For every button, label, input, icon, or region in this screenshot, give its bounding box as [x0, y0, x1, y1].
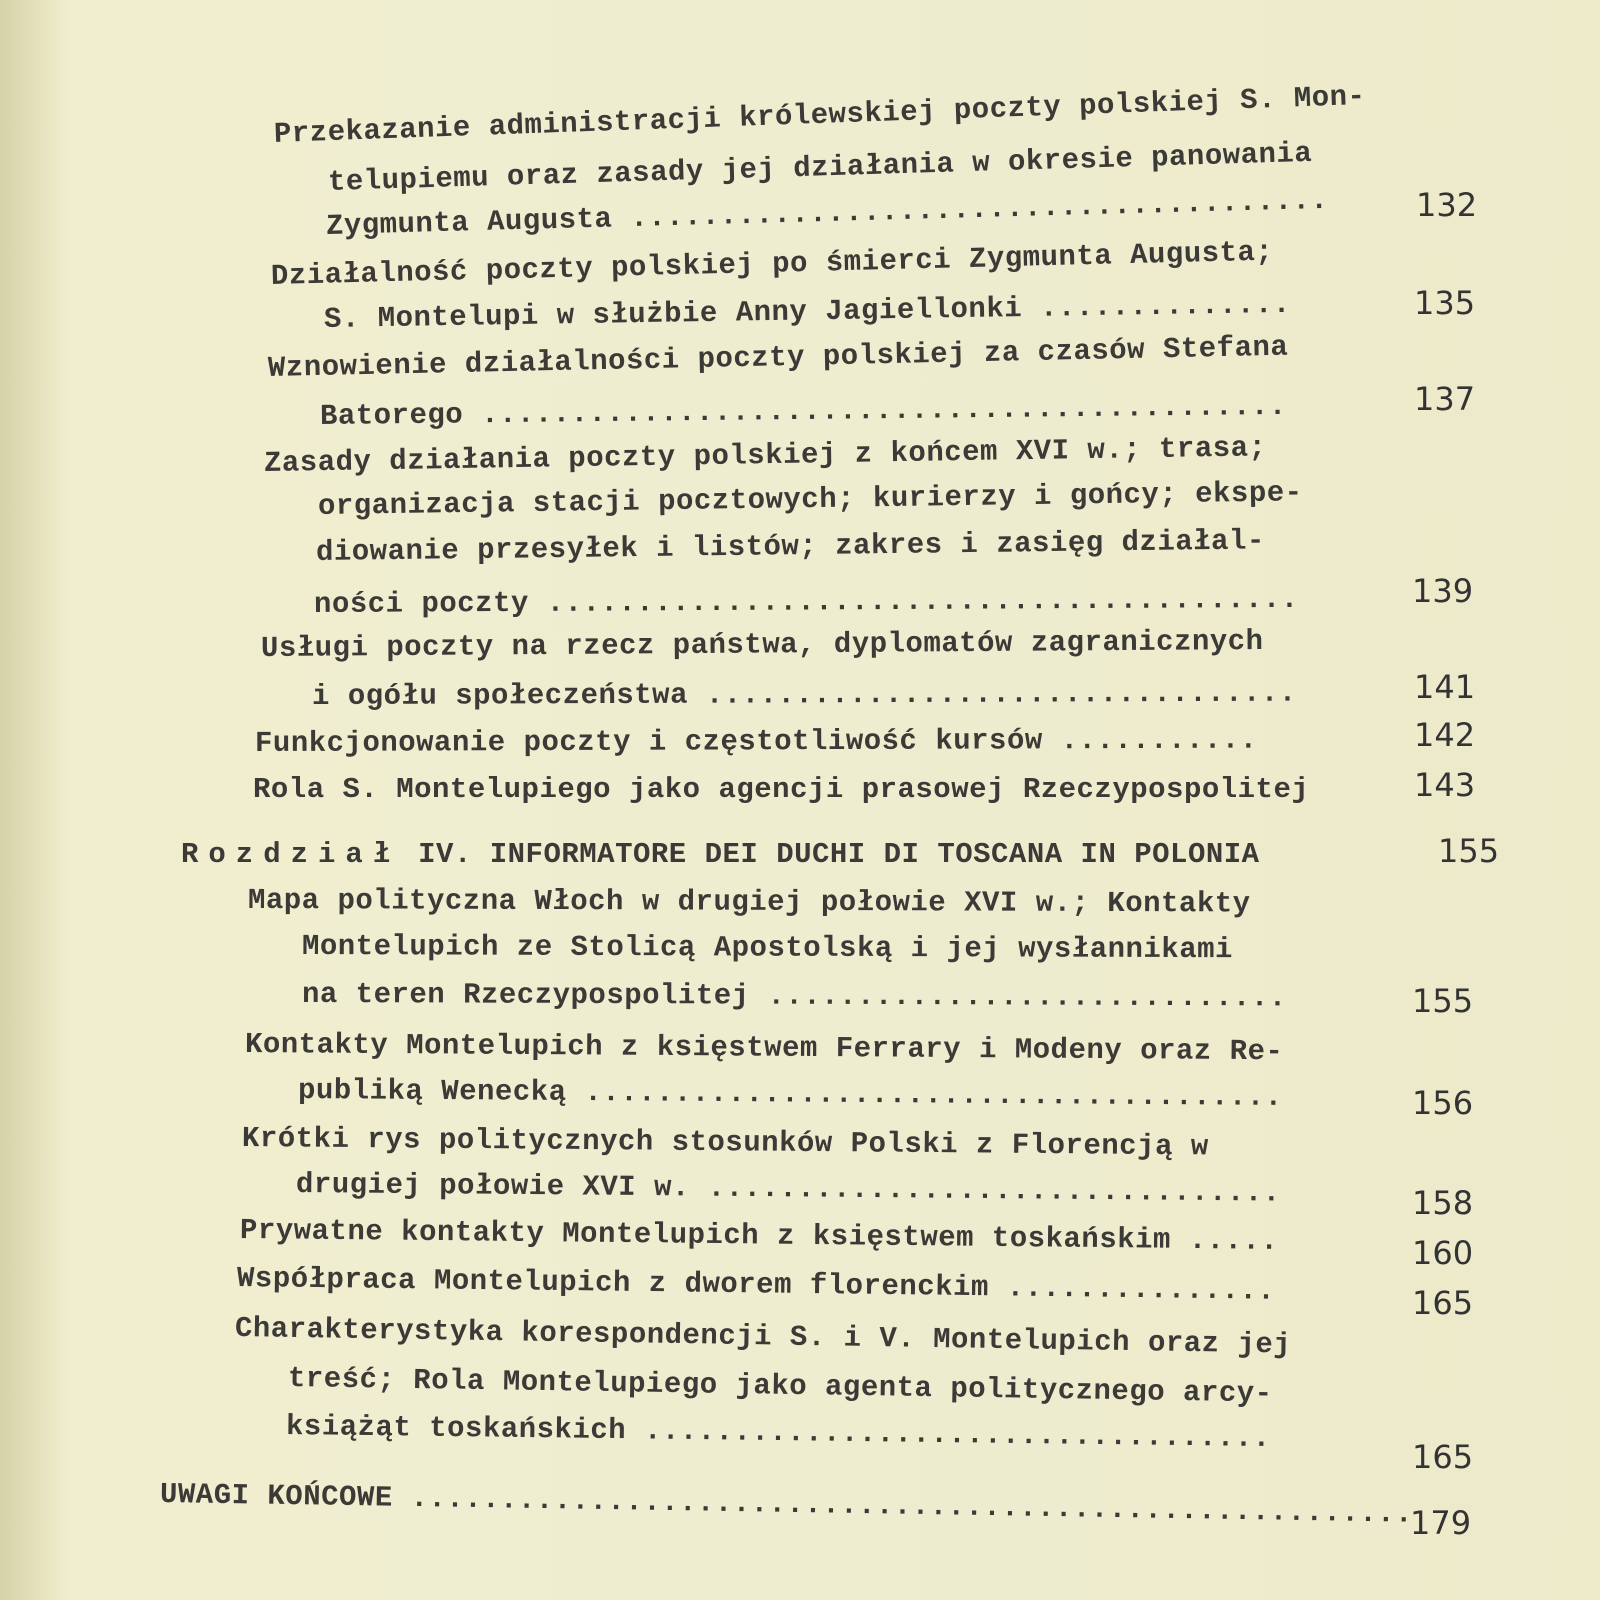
- toc-entry-line: Prywatne kontakty Montelupich z księstwem toskańskim .....: [239, 1214, 1279, 1258]
- toc-page-number: 156: [1412, 1084, 1474, 1122]
- toc-entry-line: Rola S. Montelupiego jako agencji prasowej Rzeczypospolitej: [253, 773, 1310, 806]
- toc-entry-line: publiką Wenecką .......................................: [297, 1074, 1283, 1114]
- toc-entry-line: telupiemu oraz zasady jej działania w okresie panowania: [327, 136, 1313, 199]
- toc-page-number: 165: [1412, 1438, 1474, 1476]
- toc-entry-line: Zygmunta Augusta .......................................: [325, 183, 1329, 243]
- toc-page-number: 139: [1412, 572, 1474, 610]
- toc-page-number: 137: [1414, 380, 1476, 418]
- toc-entry-line: i ogółu społeczeństwa .................................: [311, 676, 1297, 713]
- closing-entry: UWAGI KOŃCOWE ........................................................: [159, 1478, 1414, 1531]
- toc-entry-line: Wznowienie działalności poczty polskiej za czasów Stefana: [267, 330, 1289, 385]
- toc-page-number: 141: [1414, 668, 1476, 706]
- toc-entry-line: Batorego .............................................: [319, 389, 1287, 433]
- toc-entry-line: Kontakty Montelupich z księstwem Ferrary i Modeny oraz Re-: [244, 1028, 1284, 1069]
- toc-entry-line: Działalność poczty polskiej po śmierci Zygmunta Augusta;: [270, 235, 1274, 293]
- toc-page-number: 160: [1412, 1234, 1474, 1272]
- toc-entry-line: Przekazanie administracji królewskiej poczty polskiej S. Mon-: [273, 79, 1366, 151]
- toc-page-number: 132: [1416, 186, 1478, 224]
- toc-entry-line: organizacja stacji pocztowych; kurierzy i gońcy; ekspe-: [317, 476, 1303, 523]
- toc-entry-line: drugiej połowie XVI w. ................................: [295, 1168, 1281, 1210]
- toc-entry-line: książąt toskańskich ...................................: [285, 1410, 1271, 1456]
- toc-page-number: 142: [1414, 716, 1476, 754]
- toc-page-number: 158: [1412, 1184, 1474, 1222]
- toc-entry-line: diowanie przesyłek i listów; zakres i zasięg działal-: [315, 524, 1265, 569]
- toc-page-number: 165: [1412, 1284, 1474, 1322]
- toc-page-number: 135: [1414, 284, 1476, 322]
- toc-entry-line: Mapa polityczna Włoch w drugiej połowie XVI w.; Kontakty: [247, 884, 1251, 921]
- chapter-page-number: 155: [1438, 832, 1500, 870]
- toc-entry-line: Charakterystyka korespondencji S. i V. Montelupich oraz jej: [234, 1312, 1292, 1362]
- toc-entry-line: Współpraca Montelupich z dworem florenckim ...............: [236, 1262, 1276, 1308]
- toc-entry-line: treść; Rola Montelupiego jako agenta politycznego arcy-: [287, 1362, 1273, 1411]
- toc-entry-line: Montelupich ze Stolicą Apostolską i jej wysłannikami: [301, 930, 1234, 967]
- toc-page-number: 143: [1414, 766, 1476, 804]
- toc-entry-line: Krótki rys politycznych stosunków Polski z Florencją w: [241, 1122, 1209, 1164]
- toc-entry-line: Usługi poczty na rzecz państwa, dyplomatów zagranicznych: [260, 625, 1264, 665]
- closing-page-number: 179: [1410, 1504, 1472, 1542]
- chapter-heading: [181, 838, 1260, 871]
- toc-entry-line: ności poczty ..........................................: [313, 582, 1299, 621]
- chapter-label: Rozdział: [181, 838, 401, 871]
- toc-page-number: 155: [1412, 982, 1474, 1020]
- toc-entry-line: Funkcjonowanie poczty i częstotliwość kursów ...........: [254, 723, 1258, 760]
- toc-entry-line: Zasady działania poczty polskiej z końcem XVI w.; trasa;: [263, 431, 1267, 480]
- toc-entry-line: na teren Rzeczypospolitej .............................: [301, 978, 1287, 1015]
- toc-entry-line: S. Montelupi w służbie Anny Jagiellonki ..............: [323, 287, 1291, 336]
- chapter-title: IV. INFORMATORE DEI DUCHI DI TOSCANA IN POLONIA: [418, 838, 1260, 871]
